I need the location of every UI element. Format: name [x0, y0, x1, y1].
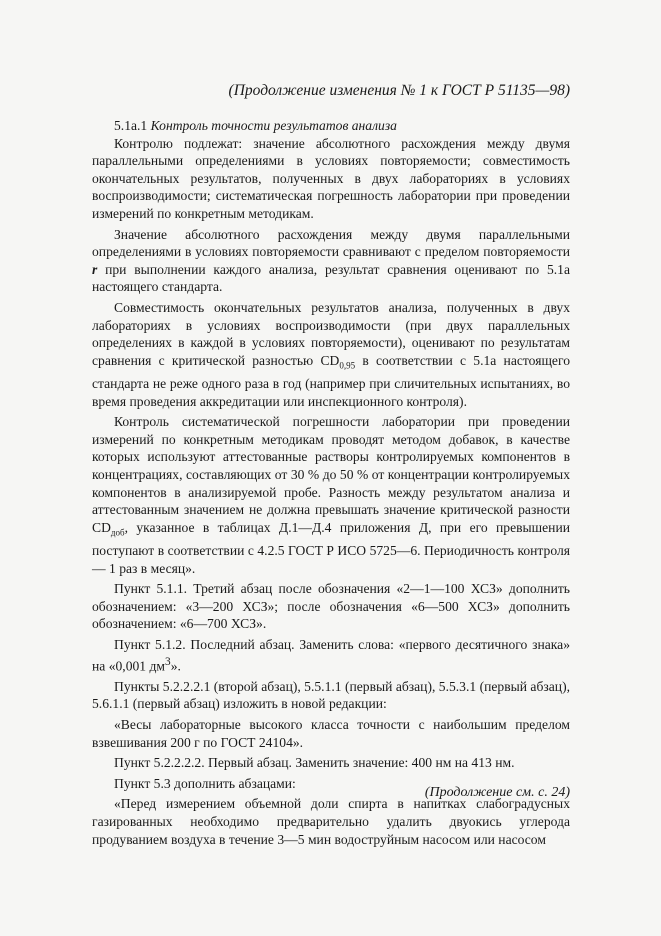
paragraph-1: Контролю подлежат: значение абсолютного расхождения между двумя параллельными определениями в условиях повторяемости; совместимость окончательных результатов, полученных в двух лабораториях в условиях воспроизводимости; систематическая погрешность лаборатории при проведении измерений по конкретным методикам.	[92, 135, 570, 221]
p2-text-b: при выполнении каждого анализа, результат сравнения оценивают по 5.1a настоящего стандарта.	[92, 261, 570, 295]
cd-dob-subscript: доб	[110, 527, 125, 538]
section-heading	[92, 117, 570, 135]
p3-text-b: в соответствии с 5.1a настоящего стандарта не реже одного раза в год (например при сличительных испытаниях, во время проведения аккредитации или инспекционного контроля).	[92, 352, 570, 409]
paragraph-8: «Весы лабораторные высокого класса точности с наибольшим пределом взвешивания 200 г по ГОСТ 24104».	[92, 716, 570, 750]
section-number: 5.1a.1	[114, 118, 148, 133]
paragraph-11: «Перед измерением объемной доли спирта в напитках слабоградусных газированных необходимо предварительно удалить двуокись углерода продуванием воздуха в течение 3—5 мин водоструйным насосом или насосом	[92, 796, 570, 847]
paragraph-2	[92, 226, 570, 296]
p6-text-b: ».	[170, 658, 181, 674]
paragraph-9: Пункт 5.2.2.2.2. Первый абзац. Заменить значение: 400 нм на 413 нм.	[114, 755, 515, 771]
paragraph-3	[92, 299, 570, 410]
running-footer: (Продолжение см. с. 24)	[424, 785, 570, 800]
paragraph-7: Пункты 5.2.2.2.1 (второй абзац), 5.5.1.1 (первый абзац), 5.5.3.1 (первый абзац), 5.6.1.1 (первый абзац) изложить в новой редакции:	[92, 678, 570, 712]
section-title: Контроль точности результатов анализа	[150, 118, 397, 133]
p4-text-a: Контроль систематической погрешности лаборатории при проведении измерений по конкретным методикам проводят методом добавок, в качестве которых используют аттестованные растворы контролируемых компонентов в концентрациях, составляющих от 30 % до 50 % от концентрации контролируемых компонентов в анализируемой пробе. Разность между результатом анализа и аттестованным значением не должна превышать значение критической разности CD	[92, 414, 570, 535]
paragraph-5: Пункт 5.1.1. Третий абзац после обозначения «2—1—100 ХСЗ» дополнить обозначением: «3—200 ХСЗ»; после обозначения «6—500 ХСЗ» дополнить обозначением: «6—700 ХСЗ».	[92, 581, 570, 632]
p3-text-a: Совместимость окончательных результатов анализа, полученных в двух лабораториях в условиях воспроизводимости (при двух параллельных определениях в каждой в условиях повторяемости), оценивают по результатам сравнения с критической разностью CD	[92, 299, 570, 368]
running-header: (Продолжение изменения № 1 к ГОСТ Р 51135—98)	[228, 82, 570, 99]
paragraph-4	[92, 413, 570, 577]
paragraph-6	[92, 636, 570, 675]
p6-text-a: Пункт 5.1.2. Последний абзац. Заменить слова: «первого десятичного знака» на «0,001 дм	[92, 637, 570, 674]
paragraph-10: Пункт 5.3 дополнить абзацами:	[114, 775, 296, 791]
cd-subscript: 0,95	[339, 360, 356, 371]
dm-superscript: 3	[165, 655, 171, 668]
document-body	[92, 117, 570, 851]
repeatability-symbol: r	[92, 261, 98, 277]
p4-text-b: , указанное в таблицах Д.1—Д.4 приложения Д, при его превышении поступают в соответствии с 4.2.5 ГОСТ Р ИСО 5725—6. Периодичность контроля — 1 раз в месяц».	[92, 519, 570, 576]
p2-text-a: Значение абсолютного расхождения между двумя параллельными определениями в условиях повторяемости сравнивают с пределом повторяемости	[92, 226, 570, 260]
